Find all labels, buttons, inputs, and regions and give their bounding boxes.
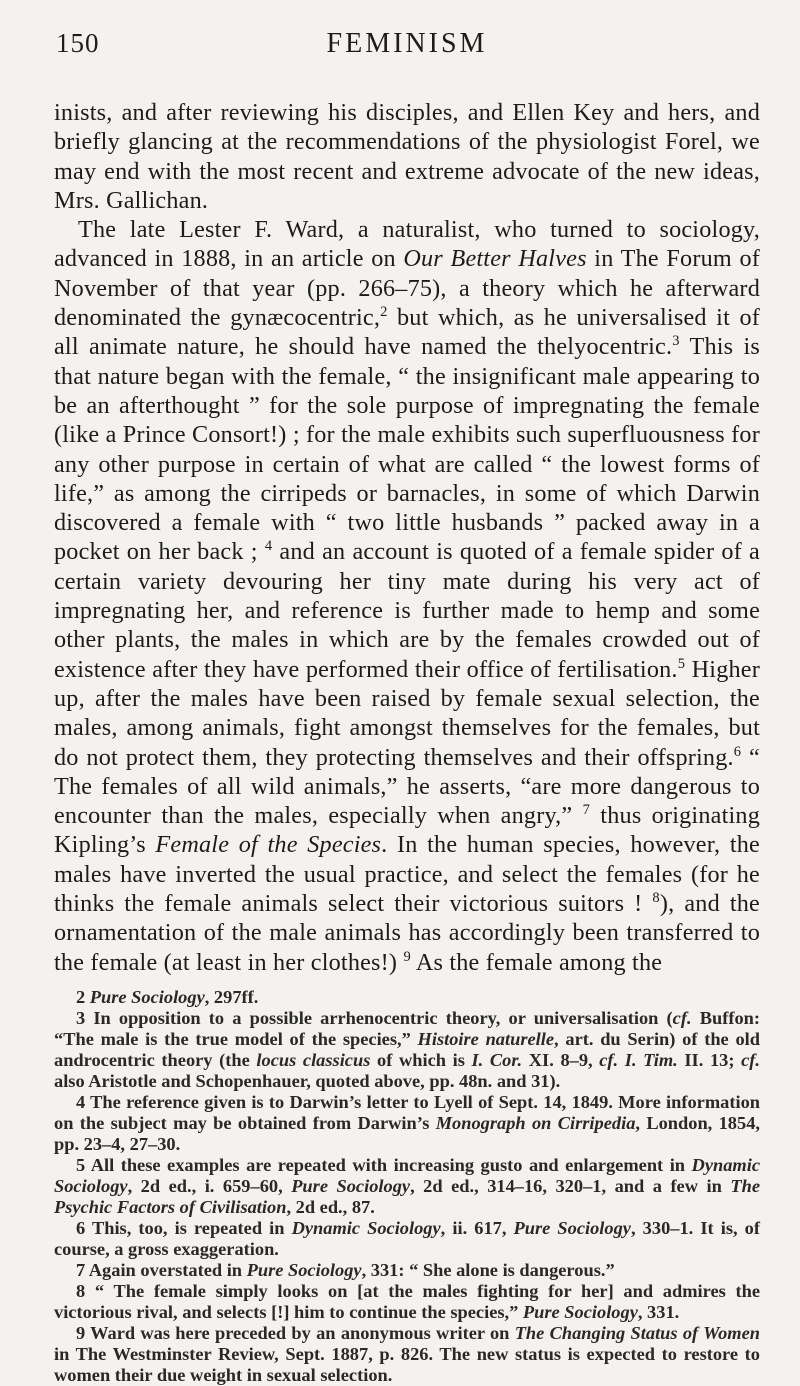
text-span: 3 In opposition to a possible arrhenocentric theory, or universalisation ( [76,1007,673,1028]
text-span: , 2d ed., 87. [286,1196,375,1217]
italic-span: cf. [672,1007,692,1028]
text-span: Buffon: “The male is the true model of the species,” [54,1007,760,1049]
text-span: ), and the ornamentation of the male animals has accordingly been transferred to the female (at least in her clothes!) [54,890,760,976]
footnote [54,1218,760,1260]
italic-span: The Psychic Factors of Civilisation [54,1175,760,1217]
main-text [54,98,760,977]
text-span: II. 13; [677,1049,742,1070]
footnote [54,987,760,1008]
running-title: FEMINISM [326,28,488,59]
text-span: The late Lester F. Ward, a naturalist, who turned to sociology, advanced in 1888, in an article on [54,216,760,273]
italic-span: Dynamic Sociology [54,1154,760,1196]
footnote [54,1260,760,1281]
page-header [54,28,760,70]
footnote-marker: 7 [582,802,591,819]
italic-span: locus classicus [256,1049,371,1070]
italic-span: Dynamic Sociology [291,1217,441,1238]
footnote-marker: 6 [733,743,742,760]
footnote-marker: 5 [677,655,686,672]
text-span: , ii. 617, [440,1217,514,1238]
italic-span: cf. I. Tim. [599,1049,678,1070]
italic-span: Pure Sociology [89,986,205,1007]
text-span: This is that nature began with the female, “ the insignificant male appearing to be an afterthought ” for the sole purpose of impregnating the female (like a Prince Consort!) ; for the male exhibits such superfluousness for any other purpose in certain of what are called “ the lowest forms of life,” as among the cirripeds or barnacles, in some of which Darwin discovered a female with “ two little husbands ” packed away in a pocket on her back ; [54,333,760,566]
text-span: , 330–1. It is, of course, a gross exaggeration. [54,1217,760,1259]
text-span: , 2d ed., 314–16, 320–1, and a few in [410,1175,731,1196]
text-span: 9 Ward was here preceded by an anonymous writer on [76,1322,515,1343]
text-span: , 331: “ She alone is dangerous.” [361,1259,615,1280]
text-span: in The Westminster Review, Sept. 1887, p. 826. The new status is expected to restore to women their due weight in sexual selection. [54,1343,760,1385]
italic-span: The Changing Status of Women [514,1322,760,1343]
italic-span: Pure Sociology [291,1175,411,1196]
footnote [54,1092,760,1155]
italic-span: Monograph on Cirripedia [435,1112,636,1133]
footnote [54,1281,760,1323]
footnote-marker: 8 [652,889,660,906]
text-span: also Aristotle and Schopenhauer, quoted above, pp. 48n. and 31). [54,1070,561,1091]
text-span: , art. du Serin) of the old androcentric theory (the [54,1028,760,1070]
footnote [54,1008,760,1092]
footnote-marker: 2 [380,304,388,321]
text-span: “ The females of all wild animals,” he asserts, “are more dangerous to encounter than the males, especially when angry,” [54,743,760,830]
paragraph [54,98,760,215]
text-span: 7 Again overstated in [76,1259,247,1280]
text-span: . In the human species, however, the males have inverted the usual practice, and select the females (for he thinks the female animals select their victorious suitors ! [54,831,760,918]
text-span: 8 “ The female simply looks on [at the males fighting for her] and admires the victorious rival, and selects [!] him to continue the species,” [54,1280,760,1322]
italic-span: Pure Sociology [522,1301,638,1322]
italic-span: I. Cor. [471,1049,523,1070]
text-span: Higher up, after the males have been raised by female sexual selection, the males, among animals, fight amongst themselves for the females, but do not protect them, they protecting themselves and their offspring. [54,655,760,771]
text-span: inists, and after reviewing his disciples, and Ellen Key and hers, and briefly glancing at the recommendations of the physiologist Forel, we may end with the most recent and extreme advocate of the new ideas, Mrs. Gallichan. [54,99,760,214]
text-span: 6 This, too, is repeated in [76,1217,292,1238]
text-span: XI. 8–9, [522,1049,600,1070]
italic-span: Histoire naturelle [417,1028,555,1049]
paragraph [54,215,760,977]
text-span: , London, 1854, pp. 23–4, 27–30. [54,1112,760,1154]
text-span: As the female among the [410,948,663,976]
text-span: and an account is quoted of a female spider of a certain variety devouring her tiny mate during his very act of impregnating her, and reference is further made to hemp and some other plants, the males in which are by the females crowded out of existence after they have performed their office of fertilisation. [54,538,760,683]
italic-span: Pure Sociology [246,1259,362,1280]
text-span: , 331. [637,1301,680,1322]
text-span: of which is [370,1049,472,1070]
page-number: 150 [56,28,100,58]
footnote-marker: 3 [672,333,680,350]
footnote-marker: 4 [264,538,273,555]
text-span: 5 All these examples are repeated with increasing gusto and enlargement in [76,1154,692,1175]
footnote [54,1323,760,1386]
italic-span: Female of the Species [155,831,382,859]
footnote-marker: 9 [403,948,411,965]
italic-span: cf. [741,1049,760,1070]
footnotes [54,987,760,1386]
text-span: in The Forum of November of that year (pp. 266–75), a theory which he afterward denominated the gynæcocentric, [54,245,761,332]
text-span: , 297ff. [204,986,259,1007]
italic-span: Our Better Halves [403,245,587,273]
italic-span: Pure Sociology [513,1217,631,1238]
text-span: , 2d ed., i. 659–60, [127,1175,292,1196]
text-span: 2 [76,986,90,1007]
text-span: 4 The reference given is to Darwin’s letter to Lyell of Sept. 14, 1849. More information on the subject may be obtained from Darwin’s [54,1091,760,1133]
text-span: but which, as he universalised it of all animate nature, he should have named the thelyocentric. [54,304,760,361]
text-span: thus originating Kipling’s [54,802,760,859]
footnote [54,1155,760,1218]
